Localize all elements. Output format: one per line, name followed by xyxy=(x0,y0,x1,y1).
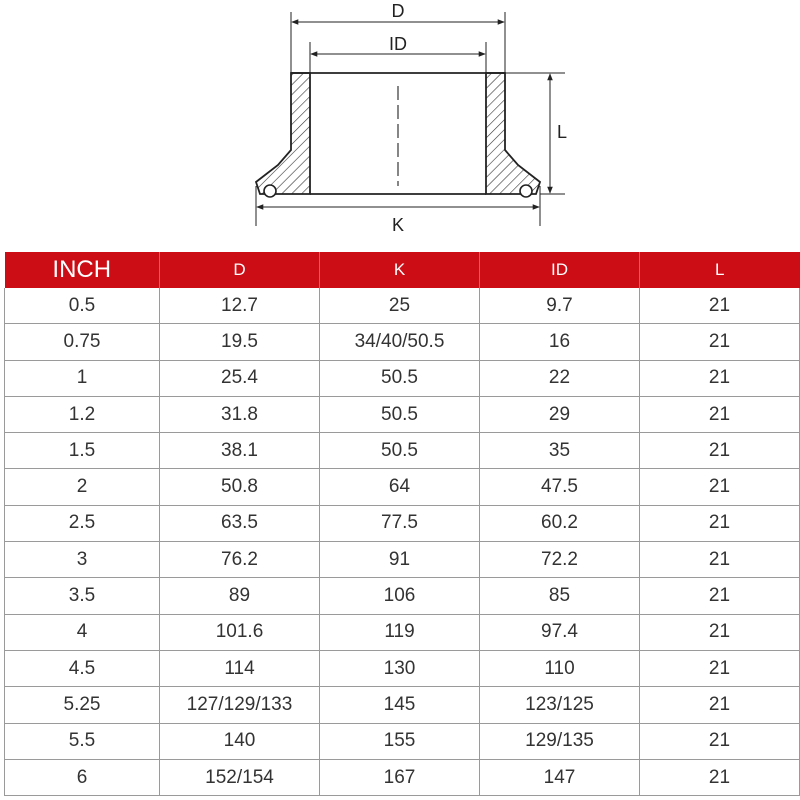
cell-l: 21 xyxy=(640,614,800,650)
ferrule-drawing-svg xyxy=(0,0,800,245)
header-l: L xyxy=(640,252,800,288)
left-wall-section xyxy=(256,73,310,194)
cell-d: 12.7 xyxy=(160,288,320,324)
header-k: K xyxy=(320,252,480,288)
cell-k: 155 xyxy=(320,723,480,759)
cell-id: 22 xyxy=(480,360,640,396)
cell-id: 147 xyxy=(480,759,640,795)
table-header-row xyxy=(5,252,800,288)
cell-inch: 5.5 xyxy=(5,723,160,759)
cell-l: 21 xyxy=(640,578,800,614)
cell-inch: 3.5 xyxy=(5,578,160,614)
table-row xyxy=(5,360,800,396)
cell-k: 91 xyxy=(320,542,480,578)
cell-inch: 4 xyxy=(5,614,160,650)
cell-d: 76.2 xyxy=(160,542,320,578)
right-wall-section xyxy=(486,73,540,194)
table-row xyxy=(5,469,800,505)
cell-k: 64 xyxy=(320,469,480,505)
cell-l: 21 xyxy=(640,396,800,432)
cell-l: 21 xyxy=(640,542,800,578)
cell-id: 110 xyxy=(480,650,640,686)
ferrule-cross-section-drawing xyxy=(0,0,800,245)
dimension-table xyxy=(4,252,800,796)
cell-inch: 2.5 xyxy=(5,505,160,541)
header-inch: INCH xyxy=(5,252,160,288)
cell-k: 119 xyxy=(320,614,480,650)
cell-inch: 1.5 xyxy=(5,433,160,469)
cell-id: 9.7 xyxy=(480,288,640,324)
cell-l: 21 xyxy=(640,433,800,469)
cell-id: 129/135 xyxy=(480,723,640,759)
cell-l: 21 xyxy=(640,469,800,505)
cell-id: 85 xyxy=(480,578,640,614)
cell-inch: 2 xyxy=(5,469,160,505)
cell-d: 63.5 xyxy=(160,505,320,541)
right-groove xyxy=(520,185,532,197)
cell-d: 25.4 xyxy=(160,360,320,396)
table-row xyxy=(5,542,800,578)
cell-l: 21 xyxy=(640,687,800,723)
d-label: D xyxy=(391,1,405,21)
cell-inch: 0.5 xyxy=(5,288,160,324)
cell-l: 21 xyxy=(640,360,800,396)
table-row xyxy=(5,288,800,324)
cell-k: 77.5 xyxy=(320,505,480,541)
cell-id: 35 xyxy=(480,433,640,469)
cell-inch: 1.2 xyxy=(5,396,160,432)
cell-k: 106 xyxy=(320,578,480,614)
cell-k: 130 xyxy=(320,650,480,686)
cell-k: 25 xyxy=(320,288,480,324)
id-label: ID xyxy=(389,34,407,54)
left-groove xyxy=(264,185,276,197)
cell-d: 140 xyxy=(160,723,320,759)
cell-inch: 5.25 xyxy=(5,687,160,723)
l-label: L xyxy=(557,122,568,142)
cell-d: 114 xyxy=(160,650,320,686)
cell-inch: 3 xyxy=(5,542,160,578)
table-row xyxy=(5,324,800,360)
cell-l: 21 xyxy=(640,288,800,324)
table-row xyxy=(5,433,800,469)
table-row xyxy=(5,396,800,432)
cell-id: 123/125 xyxy=(480,687,640,723)
cell-k: 50.5 xyxy=(320,360,480,396)
cell-k: 50.5 xyxy=(320,433,480,469)
header-id: ID xyxy=(480,252,640,288)
table-body xyxy=(5,288,800,796)
table-row xyxy=(5,614,800,650)
cell-d: 89 xyxy=(160,578,320,614)
cell-id: 47.5 xyxy=(480,469,640,505)
cell-id: 16 xyxy=(480,324,640,360)
cell-d: 101.6 xyxy=(160,614,320,650)
cell-d: 19.5 xyxy=(160,324,320,360)
cell-l: 21 xyxy=(640,324,800,360)
header-d: D xyxy=(160,252,320,288)
k-label: K xyxy=(391,215,405,235)
cell-inch: 1 xyxy=(5,360,160,396)
cell-id: 97.4 xyxy=(480,614,640,650)
cell-k: 50.5 xyxy=(320,396,480,432)
cell-id: 72.2 xyxy=(480,542,640,578)
cell-l: 21 xyxy=(640,759,800,795)
table-row xyxy=(5,687,800,723)
cell-k: 34/40/50.5 xyxy=(320,324,480,360)
table-row xyxy=(5,650,800,686)
table-row xyxy=(5,505,800,541)
cell-id: 60.2 xyxy=(480,505,640,541)
cell-inch: 6 xyxy=(5,759,160,795)
cell-inch: 4.5 xyxy=(5,650,160,686)
cell-d: 31.8 xyxy=(160,396,320,432)
cell-k: 167 xyxy=(320,759,480,795)
table-row xyxy=(5,723,800,759)
cell-l: 21 xyxy=(640,505,800,541)
cell-l: 21 xyxy=(640,723,800,759)
cell-d: 50.8 xyxy=(160,469,320,505)
table-row xyxy=(5,759,800,795)
cell-l: 21 xyxy=(640,650,800,686)
cell-d: 38.1 xyxy=(160,433,320,469)
cell-id: 29 xyxy=(480,396,640,432)
cell-d: 127/129/133 xyxy=(160,687,320,723)
cell-k: 145 xyxy=(320,687,480,723)
table-row xyxy=(5,578,800,614)
cell-d: 152/154 xyxy=(160,759,320,795)
cell-inch: 0.75 xyxy=(5,324,160,360)
